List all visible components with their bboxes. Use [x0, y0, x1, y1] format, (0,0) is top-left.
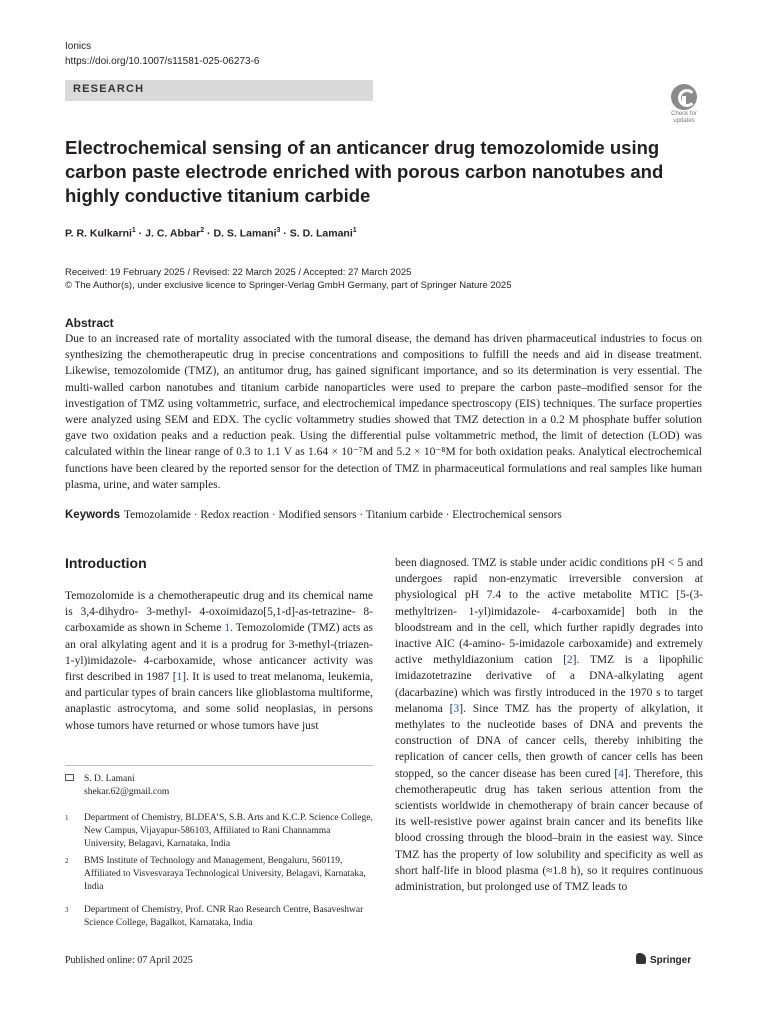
citation-link[interactable]: 2	[566, 654, 573, 667]
check-updates-icon	[671, 84, 697, 110]
author-name[interactable]: D. S. Lamani	[213, 227, 277, 240]
copyright-notice: © The Author(s), under exclusive licence to Springer-Verlag GmbH Germany, part of Springer Nature 2025	[65, 280, 512, 291]
body-text: ]. Since TMZ has the property of alkylation, it methylates to the nucleotide bases of DNA and prevents the construction of DNA of cancer cells, thereby inhibiting the replication of cancer cells, then growth of cancer cells has been stopped, so the cancer disease has been cured [	[395, 702, 703, 780]
author-list	[65, 227, 357, 240]
corresponding-author: S. D. Lamani	[84, 774, 135, 784]
body-text: Temozolomide is a chemotherapeutic drug and its chemical name is 3,4-dihydro- 3-methyl- 4-oxoimidazo[5,1-d]-as-tetrazine- 8-carboxamide as shown in Scheme	[65, 590, 373, 635]
affiliation-text: BMS Institute of Technology and Management, Bengaluru, 560119, Affiliated to Visvesvaraya Technological University, Belagavi, Karnataka, India	[84, 856, 366, 892]
body-text: ]. It is used to treat melanoma, leukemia, and particular types of brain cancers like glioblastoma multiforme, anaplastic astrocytoma, and some solid neoplasias, in persons whose tumors have returned or whose tumors have just	[65, 671, 373, 732]
affiliation	[65, 812, 373, 851]
author-separator: ·	[280, 227, 290, 240]
author-separator: ·	[135, 227, 146, 240]
correspondence	[65, 773, 170, 797]
author-affiliation-mark: 3	[276, 227, 281, 234]
author-affiliation-mark: 1	[352, 227, 357, 234]
publisher-name: Springer	[650, 955, 692, 966]
scheme-link[interactable]: 1	[224, 622, 231, 635]
body-text: ]. TMZ is a lipophilic imidazotetrazine derivative of a DNA-alkylating agent (dacarbazine) which was firstly introduced in the 1970 s to target melanoma [	[395, 654, 703, 715]
published-online: Published online: 07 April 2025	[65, 955, 193, 966]
history-dates: Received: 19 February 2025 / Revised: 22 March 2025 / Accepted: 27 March 2025	[65, 267, 412, 278]
body-text: . Temozolomide (TMZ) acts as an oral alkylating agent and it is a prodrug for 3-methyl-(triazen- 1-yl)imidazole- 4-carboxamide, whose anticancer activity was first described in 1987 [	[65, 622, 373, 684]
body-text: been diagnosed. TMZ is stable under acidic conditions pH < 5 and undergoes rapid non-enzymatic irreversible conversion at physiological pH 7.4 to the active metabolite MTIC [5-(3-methyltrizen- 1-yl)imidazole- 4-carboxamide] both in the bloodstream and in the cell, which further rapidly degrades into inactive AIC (4-amino- 5-imidazole carboxamide) and extremely active methyldiazonium cation [	[395, 557, 703, 667]
author-name[interactable]: P. R. Kulkarni	[65, 227, 132, 240]
keywords	[65, 509, 702, 521]
section-band	[65, 80, 373, 101]
citation-link[interactable]: 4	[618, 767, 624, 780]
abstract-heading: Abstract	[65, 316, 114, 330]
check-updates-label: Check for updates	[671, 111, 697, 124]
affiliation-text: Department of Chemistry, BLDEA’S, S.B. Arts and K.C.P. Science College, New Campus, Vijayapur-586103, Affiliated to Rani Channamma University, Belagavi, Karnataka, India	[84, 813, 373, 849]
author-name[interactable]: S. D. Lamani	[289, 227, 353, 240]
introduction-right-column	[395, 555, 703, 895]
author-affiliation-mark: 1	[131, 227, 136, 234]
citation-link[interactable]: 3	[453, 702, 460, 715]
keywords-label: Keywords	[65, 509, 120, 521]
affiliation	[65, 904, 373, 930]
springer-horse-icon	[636, 953, 646, 964]
body-text: ]. Therefore, this chemotherapeutic drug has taken serious attention from the scientists worldwide in chemotherapy of brain cancer because of its well-resistive power against brain cancer and its benefits like blood crossing through the blood–brain in the easiest way. Since TMZ has the property of low solubility and specificity as well as short half-life in blood plasma (≈1.8 h), so it requires continuous administration, but prolonged use of TMZ leads to	[395, 767, 703, 894]
article-title: Electrochemical sensing of an anticancer drug temozolomide using carbon paste electrode enriched with porous carbon nanotubes and highly conductive titanium carbide	[65, 137, 664, 206]
journal-name: Ionics	[65, 41, 92, 52]
publisher-logo	[636, 953, 691, 966]
introduction-heading: Introduction	[65, 555, 147, 571]
author-name[interactable]: J. C. Abbar	[145, 227, 201, 240]
introduction-left-column	[65, 588, 373, 734]
footnote-divider	[65, 765, 373, 766]
citation-link[interactable]: 1	[176, 671, 183, 684]
envelope-icon	[65, 774, 74, 781]
affiliation	[65, 855, 373, 894]
author-separator: ·	[204, 227, 214, 240]
affiliation-number: 3	[65, 906, 69, 914]
affiliation-number: 2	[65, 857, 69, 865]
section-label: RESEARCH	[73, 83, 145, 95]
check-for-updates-badge[interactable]	[664, 84, 704, 124]
affiliation-text: Department of Chemistry, Prof. CNR Rao Research Centre, Basaveshwar Science College, Bagalkot, Karnataka, India	[84, 905, 364, 928]
abstract-text: Due to an increased rate of mortality associated with the tumoral disease, the demand has driven pharmaceutical industries to focus on synthesizing the chemotherapeutic drug in precise concentrations and compositions to fulfill the needs and aid in disease treatment. Likewise, temozolomide (TMZ), an antitumor drug, has gained significant importance, and so its determination is very essential. The multi-walled carbon nanotubes and titanium carbide nanoparticles were used to prepare the carbon paste–modified sensor for the investigation of TMZ using voltammetric, surface, and electrochemical impedance spectroscopy (EIS) techniques. The surface properties were analyzed using SEM and EDX. The cyclic voltammetry studies showed that TMZ detection in a 0.2 M phosphate buffer solution gave two oxidation peaks and a reduction peak. Using the differential pulse voltammetric method, the limit of detection (LOD) was calculated within the linear range of 0.3 to 1.1 V as 1.64 × 10⁻⁷M and 5.2 × 10⁻⁸M for both oxidation peaks. Analytical electrochemical functions have been cleared by the reported sensor for the detection of TMZ in pharmaceutical formulations and real samples like human plasma, urine, and water samples.	[65, 333, 702, 491]
corresponding-email[interactable]: shekar.62@gmail.com	[84, 787, 170, 797]
author-affiliation-mark: 2	[200, 227, 205, 234]
keywords-list: Temozolamide · Redox reaction · Modified sensors · Titanium carbide · Electrochemical sensors	[123, 509, 562, 521]
doi-link[interactable]: https://doi.org/10.1007/s11581-025-06273-6	[65, 56, 260, 67]
affiliation-number: 1	[65, 814, 69, 822]
